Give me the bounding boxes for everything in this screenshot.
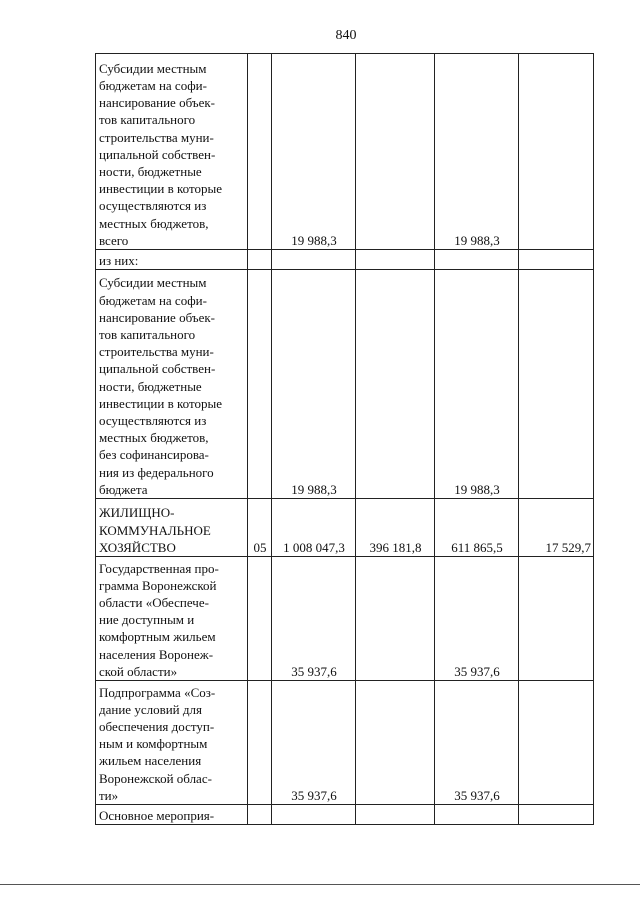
label-line: КОММУНАЛЬНОЕ <box>99 522 211 538</box>
label-line: ния из федерального <box>99 464 214 480</box>
label-line: ности, бюджетные <box>99 378 202 394</box>
label-line: нансирование объек- <box>99 95 216 111</box>
column-5-cell <box>519 805 594 825</box>
total-cell: 19 988,3 <box>272 270 356 499</box>
label-line: ЖИЛИЩНО- <box>99 505 175 521</box>
label-line: обеспечения доступ- <box>99 718 215 734</box>
label-line: бюджетам на софи- <box>99 292 207 308</box>
table-row <box>96 499 594 557</box>
total-cell: 1 008 047,3 <box>272 499 356 557</box>
label-line: населения Воронеж- <box>99 646 214 662</box>
total-cell <box>272 250 356 270</box>
label-line: области «Обеспече- <box>99 594 209 610</box>
column-3-cell <box>356 557 435 681</box>
table-body <box>96 54 594 825</box>
table-row <box>96 250 594 270</box>
column-3-cell: 396 181,8 <box>356 499 435 557</box>
column-3-cell <box>356 270 435 499</box>
label-line: из них: <box>99 252 139 268</box>
label-line: Субсидии местным <box>99 60 207 76</box>
label-line: осуществляются из <box>99 412 207 428</box>
label-line: ской области» <box>99 663 178 679</box>
label-line: строительства муни- <box>99 129 214 145</box>
column-5-cell: 17 529,7 <box>519 499 594 557</box>
column-4-cell: 35 937,6 <box>435 557 519 681</box>
page-number: 840 <box>335 28 357 43</box>
total-cell: 35 937,6 <box>272 557 356 681</box>
label-line: ности, бюджетные <box>99 163 202 179</box>
label-line: бюджета <box>99 481 148 497</box>
column-5-cell <box>519 54 594 250</box>
label-line: Подпрограмма «Соз- <box>99 684 216 700</box>
column-5-cell <box>519 250 594 270</box>
column-3-cell <box>356 250 435 270</box>
table-row <box>96 54 594 250</box>
label-line: ние доступным и <box>99 612 195 628</box>
section-code-cell <box>248 805 272 825</box>
label-line: Государственная про- <box>99 560 219 576</box>
table-row <box>96 805 594 825</box>
label-line: ципальной собствен- <box>99 146 216 162</box>
label-line: грамма Воронежской <box>99 577 217 593</box>
column-4-cell: 19 988,3 <box>435 54 519 250</box>
column-5-cell <box>519 557 594 681</box>
label-line: ным и комфортным <box>99 736 208 752</box>
row-label <box>96 250 248 270</box>
column-4-cell: 19 988,3 <box>435 270 519 499</box>
label-line: ХОЗЯЙСТВО <box>99 539 176 555</box>
label-line: ципальной собствен- <box>99 361 216 377</box>
column-5-cell <box>519 270 594 499</box>
column-4-cell: 35 937,6 <box>435 681 519 805</box>
row-label <box>96 557 248 681</box>
table-row <box>96 270 594 499</box>
label-line: всего <box>99 232 129 248</box>
label-line: осуществляются из <box>99 198 207 214</box>
column-4-cell <box>435 250 519 270</box>
column-4-cell <box>435 805 519 825</box>
column-5-cell <box>519 681 594 805</box>
column-3-cell <box>356 681 435 805</box>
label-line: инвестиции в которые <box>99 395 222 411</box>
label-line: нансирование объек- <box>99 309 216 325</box>
label-line: без софинансирова- <box>99 447 209 463</box>
row-label <box>96 681 248 805</box>
section-code-cell <box>248 54 272 250</box>
label-line: местных бюджетов, <box>99 215 209 231</box>
label-line: Воронежской облас- <box>99 770 212 786</box>
section-code-cell: 05 <box>248 499 272 557</box>
total-cell: 19 988,3 <box>272 54 356 250</box>
label-line: местных бюджетов, <box>99 430 209 446</box>
section-code-cell <box>248 270 272 499</box>
label-line: Субсидии местным <box>99 275 207 291</box>
column-4-cell: 611 865,5 <box>435 499 519 557</box>
label-line: бюджетам на софи- <box>99 77 207 93</box>
total-cell: 35 937,6 <box>272 681 356 805</box>
table-row <box>96 681 594 805</box>
label-line: строительства муни- <box>99 344 214 360</box>
table-row <box>96 557 594 681</box>
label-line: дание условий для <box>99 701 202 717</box>
total-cell <box>272 805 356 825</box>
budget-table <box>95 53 594 825</box>
row-label <box>96 54 248 250</box>
column-3-cell <box>356 54 435 250</box>
row-label <box>96 499 248 557</box>
bottom-rule <box>0 884 640 885</box>
label-line: комфортным жильем <box>99 629 216 645</box>
label-line: жильем населения <box>99 753 202 769</box>
label-line: тов капитального <box>99 326 196 342</box>
label-line: инвестиции в которые <box>99 181 222 197</box>
label-line: Основное мероприя- <box>99 807 215 823</box>
row-label <box>96 270 248 499</box>
section-code-cell <box>248 681 272 805</box>
row-label <box>96 805 248 825</box>
label-line: ти» <box>99 787 119 803</box>
label-line: тов капитального <box>99 112 196 128</box>
column-3-cell <box>356 805 435 825</box>
section-code-cell <box>248 250 272 270</box>
section-code-cell <box>248 557 272 681</box>
